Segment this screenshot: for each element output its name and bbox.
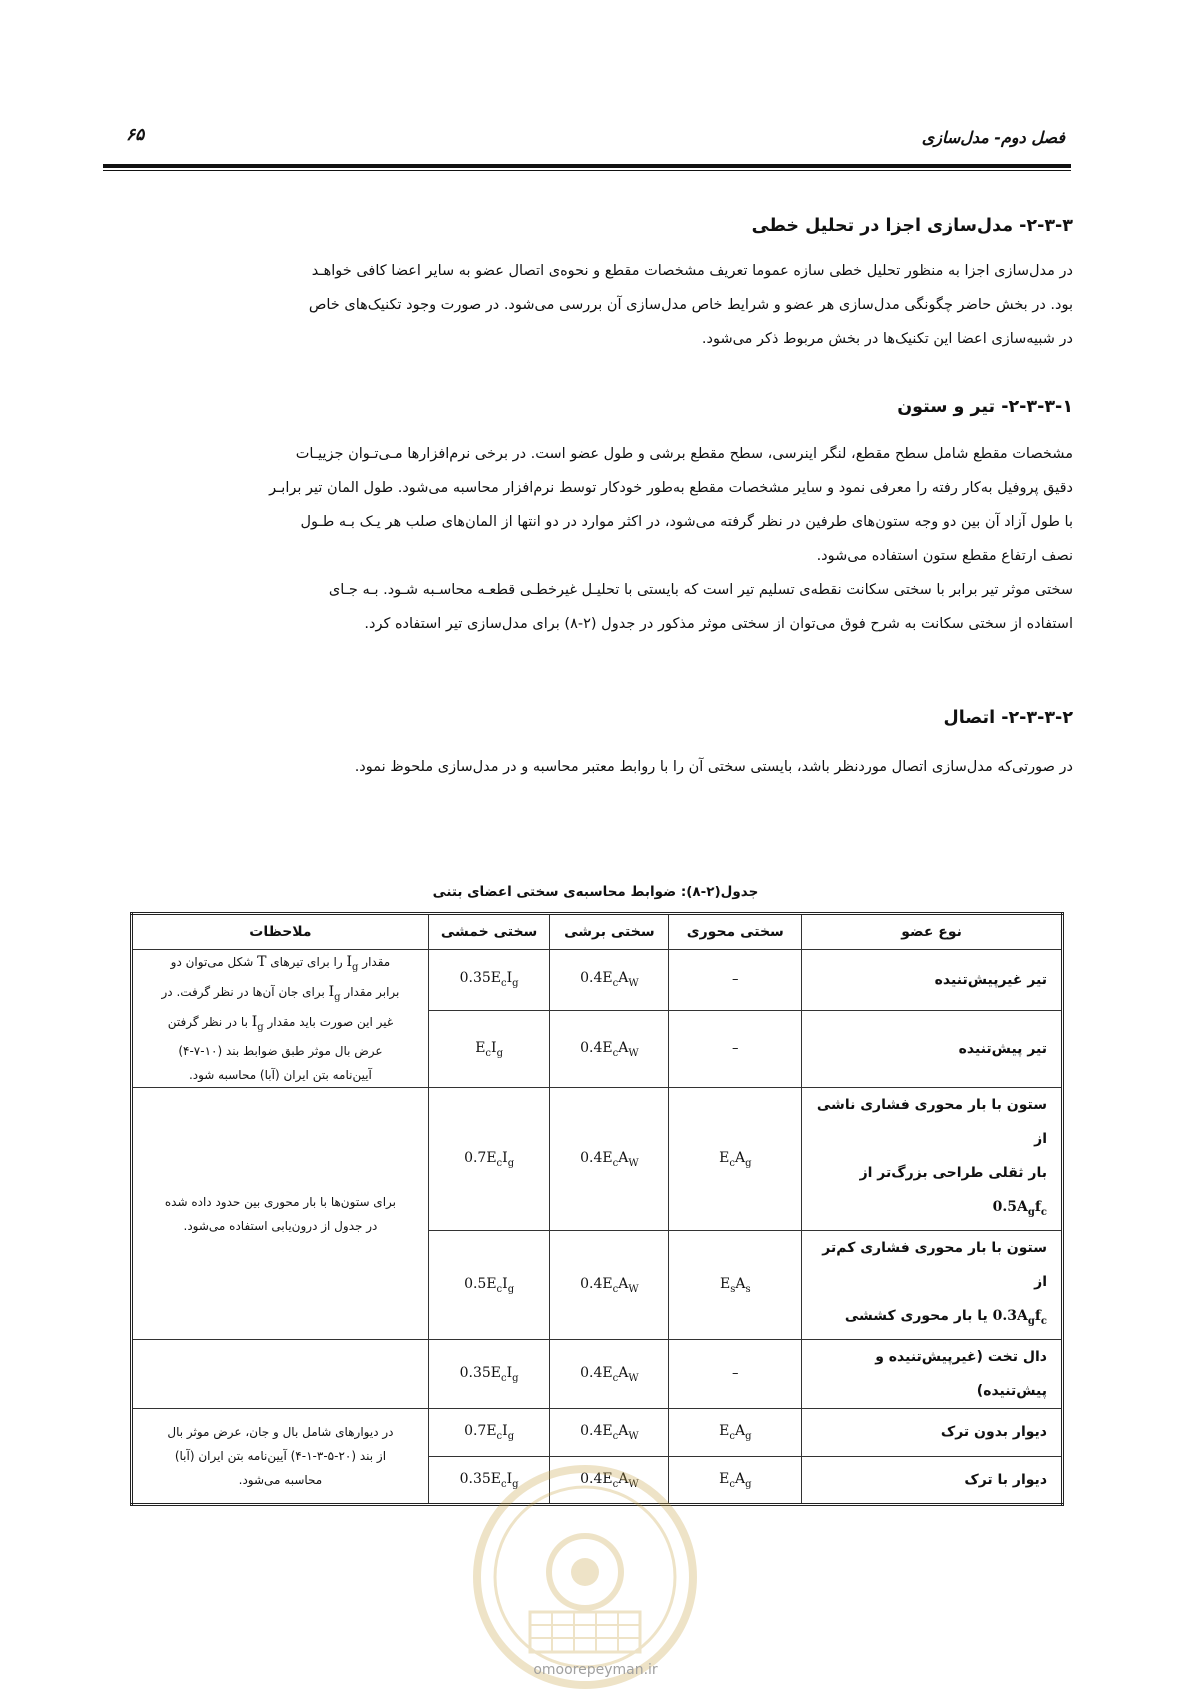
note-line: مقدار $I_g$ را برای تیرهای T شکل می‌توان دو [170, 954, 391, 973]
paragraph-line: مشخصات مقطع شامل سطح مقطع، لنگر اینرسی، سطح مقطع برشی و طول عضو است. در برخی نرم‌افزارها مـی‌تـوان جزییـات [295, 446, 1073, 462]
flexural-cell [428, 1010, 549, 1088]
shear-cell [550, 1010, 669, 1088]
notes-cell [132, 1339, 429, 1408]
axial-formula: $E_cA_g$ [719, 1470, 752, 1490]
notes-cell [132, 1408, 429, 1504]
flexural-cell [428, 1408, 549, 1456]
note-line: عرض بال موثر طبق ضوابط بند (۱۰-۷-۴) [178, 1044, 383, 1059]
paragraph-line: بود. در بخش حاضر چگونگی مدل‌سازی هر عضو و شرایط خاص مدل‌سازی آن بررسی می‌شود. در صورت وجود تکنیک‌های خاص [308, 297, 1073, 313]
flexural-formula: $0.7E_cI_g$ [464, 1423, 515, 1442]
flexural-formula: $0.35E_cI_g$ [459, 1364, 519, 1384]
subsection-paragraph [118, 750, 1073, 784]
threshold-formula: $0.3A_gf_c$ [992, 1308, 1047, 1327]
table-row [132, 1339, 1063, 1408]
header-rule-thin [103, 170, 1071, 171]
axial-cell [669, 1408, 802, 1456]
member-type: تیر پیش‌تنیده [802, 1010, 1063, 1088]
shear-formula: $0.4E_cA_W$ [580, 1423, 639, 1442]
note-line: در جدول از درون‌یابی استفاده می‌شود. [183, 1218, 378, 1233]
member-type: تیر غیرپیش‌تنیده [802, 950, 1063, 1011]
shear-formula: $0.4E_cA_W$ [580, 970, 639, 990]
flexural-formula: $0.5E_cI_g$ [464, 1275, 515, 1295]
flexural-formula: $E_cI_g$ [475, 1039, 503, 1059]
paragraph-line: نصف ارتفاع مقطع ستون استفاده می‌شود. [816, 548, 1073, 564]
shear-cell [550, 1088, 669, 1231]
subsection-paragraph [118, 437, 1073, 641]
member-type: دیوار بدون ترک [802, 1408, 1063, 1456]
stiffness-table [130, 912, 1064, 1506]
note-line: غیر این صورت باید مقدار $I_g$ با در نظر گرفتن [167, 1013, 394, 1033]
notes-cell [132, 1088, 429, 1340]
paragraph-line: سختی موثر تیر برابر با سختی سکانت نقطه‌ی تسلیم تیر است که بایستی با تحلیـل غیرخطـی قطعـه محاسـبه شـود. بـه جـای [328, 582, 1073, 598]
flexural-formula: $0.35E_cI_g$ [459, 970, 519, 990]
member-type-line: $0.3A_gf_c$ یا بار محوری کششی [844, 1308, 1047, 1327]
axial-cell [669, 1088, 802, 1231]
flexural-formula: $0.35E_cI_g$ [459, 1470, 519, 1490]
paragraph-line: استفاده از سختی سکانت به شرح فوق می‌توان از سختی موثر مذکور در جدول (۲-۸) برای مدل‌سازی تیر استفاده کرد. [364, 616, 1073, 632]
table-header-row [132, 914, 1063, 950]
axial-formula: $E_cA_g$ [719, 1149, 752, 1169]
shear-cell [550, 1231, 669, 1340]
chapter-header: فصل دوم- مدل‌سازی [921, 128, 1065, 147]
note-line: محاسبه می‌شود. [238, 1472, 323, 1487]
paragraph-line: در شبیه‌سازی اعضا این تکنیک‌ها در بخش مربوط ذکر می‌شود. [701, 331, 1073, 347]
shear-formula: $0.4E_cA_W$ [580, 1364, 639, 1384]
note-line: از بند (۲۰-۵-۳-۱-۴) آیین‌نامه بتن ایران (آبا) [174, 1448, 387, 1463]
axial-formula: $E_sA_s$ [719, 1275, 751, 1295]
section-paragraph [118, 254, 1073, 356]
flexural-cell [428, 1088, 549, 1231]
section-title: ۲-۳-۳- مدل‌سازی اجزا در تحلیل خطی [751, 216, 1073, 236]
axial-cell: – [669, 950, 802, 1011]
threshold-formula: $0.5A_gf_c$ [992, 1199, 1047, 1219]
shear-formula: $0.4E_cA_W$ [580, 1470, 639, 1490]
axial-cell [669, 1231, 802, 1340]
page-number: ۶۵ [126, 125, 145, 145]
member-type-line: ستون با بار محوری فشاری ناشی از [816, 1097, 1047, 1148]
table-row [132, 1088, 1063, 1231]
header-rule-thick [103, 164, 1071, 168]
note-line: در دیوارهای شامل بال و جان، عرض موثر بال [167, 1424, 394, 1439]
watermark-site: omoorepeyman.ir [533, 1662, 658, 1678]
axial-formula: $E_cA_g$ [719, 1423, 752, 1442]
notes-cell [132, 950, 429, 1088]
axial-cell: – [669, 1339, 802, 1408]
paragraph-line: در صورتی‌که مدل‌سازی اتصال موردنظر باشد، بایستی سختی آن را با روابط معتبر محاسبه و در مدل‌سازی ملحوظ نمود. [354, 759, 1073, 775]
paragraph-line: دقیق پروفیل به‌کار رفته را معرفی نمود و سایر مشخصات مقطع به‌طور خودکار توسط نرم‌افزار محاسبه می‌شود. طول المان تیر برابـر [269, 480, 1073, 496]
shear-formula: $0.4E_cA_W$ [580, 1275, 639, 1295]
axial-cell: – [669, 1010, 802, 1088]
member-type: دیوار با ترک [802, 1456, 1063, 1504]
header-flexural: سختی خمشی [428, 914, 549, 950]
seal-icon [470, 1462, 700, 1692]
member-type-line: بار ثقلی طراحی بزرگ‌تر از $0.5A_gf_c$ [859, 1165, 1047, 1219]
header-shear: سختی برشی [550, 914, 669, 950]
shear-formula: $0.4E_cA_W$ [580, 1039, 639, 1059]
note-line: برای ستون‌ها با بار محوری بین حدود داده شده [164, 1194, 396, 1209]
flexural-cell [428, 1339, 549, 1408]
member-type [802, 1088, 1063, 1231]
table-caption: جدول(۲-۸): ضوابط محاسبه‌ی سختی اعضای بتنی [432, 884, 759, 900]
member-type: دال تخت (غیرپیش‌تنیده و پیش‌تنیده) [802, 1339, 1063, 1408]
flexural-formula: $0.7E_cI_g$ [464, 1149, 515, 1169]
shear-cell [550, 950, 669, 1011]
shear-cell [550, 1339, 669, 1408]
note-line: آیین‌نامه بتن ایران (آبا) محاسبه شود. [188, 1068, 372, 1083]
shear-cell [550, 1408, 669, 1456]
header-axial: سختی محوری [669, 914, 802, 950]
flexural-cell [428, 1231, 549, 1340]
table-row [132, 1408, 1063, 1456]
member-type [802, 1231, 1063, 1340]
flexural-cell [428, 950, 549, 1011]
subsection-title: ۲-۳-۳-۱- تیر و ستون [897, 397, 1073, 417]
subsection-title: ۲-۳-۳-۲- اتصال [943, 708, 1073, 728]
header-notes: ملاحظات [132, 914, 429, 950]
header-type: نوع عضو [802, 914, 1063, 950]
paragraph-line: در مدل‌سازی اجزا به منظور تحلیل خطی سازه عموما تعریف مشخصات مقطع و نحوه‌ی اتصال عضو به سایر اعضا کافی خواهـد [311, 263, 1073, 279]
table-row [132, 950, 1063, 1011]
member-type-line: ستون با بار محوری فشاری کم‌تر از [822, 1240, 1047, 1291]
note-line: برابر مقدار $I_g$ برای جان آن‌ها در نظر گرفت. در [161, 983, 400, 1003]
paragraph-line: با طول آزاد آن بین دو وجه ستون‌های طرفین در نظر گرفته می‌شود، در اکثر موارد در دو انتها از المان‌های صلب هر یـک بـه طـول [300, 514, 1073, 530]
shear-formula: $0.4E_cA_W$ [580, 1149, 639, 1169]
